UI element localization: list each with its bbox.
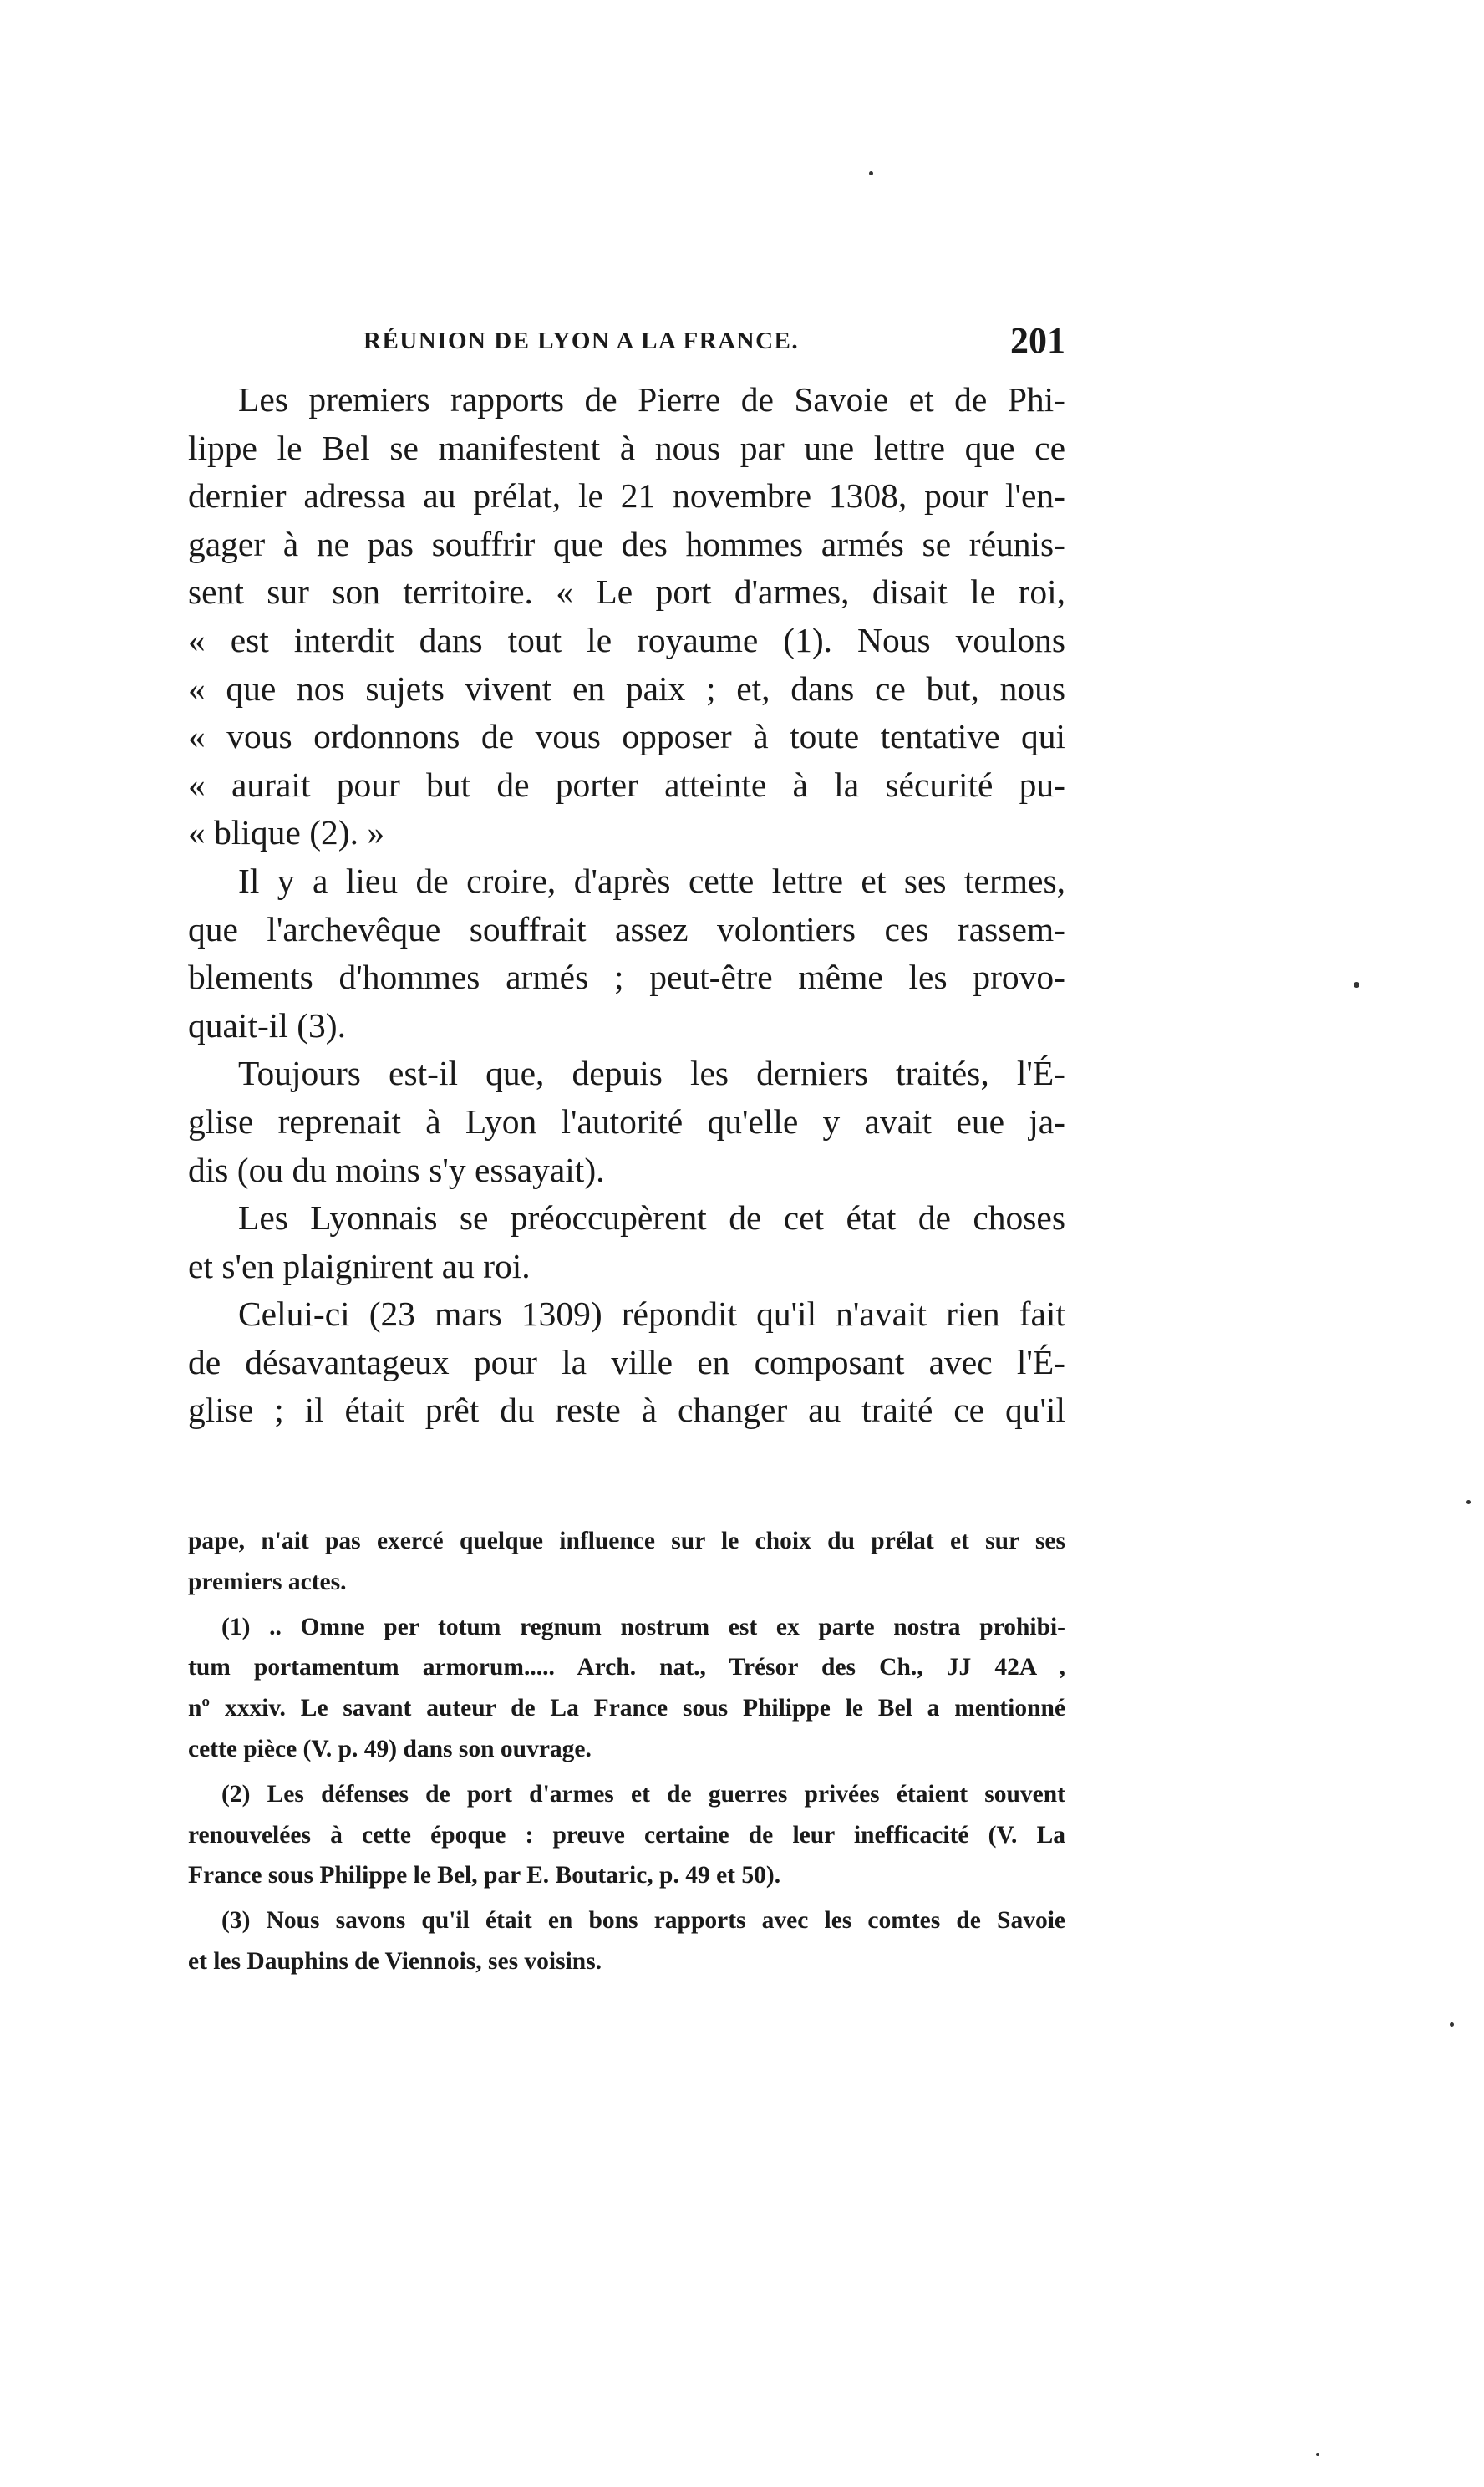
body-line: lippe le Bel se manifestent à nous par une lettre que ce <box>188 428 1065 467</box>
footnote-line: (2) Les défenses de port d'armes et de guerres privées étaient souvent <box>221 1780 1065 1808</box>
body-line: Les Lyonnais se préoccupèrent de cet état de choses <box>238 1198 1065 1238</box>
scan-speck <box>1450 2022 1454 2027</box>
body-line: blements d'hommes armés ; peut-être même les provo- <box>188 958 1065 997</box>
footnote-line: renouvelées à cette époque : preuve certaine de leur inefficacité (V. La <box>188 1821 1065 1849</box>
body-line: « vous ordonnons de vous opposer à toute tentative qui <box>188 717 1065 756</box>
footnote-line: pape, n'ait pas exercé quelque influence sur le choix du prélat et sur ses <box>188 1528 1065 1554</box>
page-number: 201 <box>1010 320 1065 361</box>
footnote-line: et les Dauphins de Viennois, ses voisins. <box>188 1947 602 1975</box>
body-line: « que nos sujets vivent en paix ; et, dans ce but, nous <box>188 669 1065 708</box>
footnotes <box>188 1521 1065 1982</box>
body-line: glise reprenait à Lyon l'autorité qu'elle y avait eue ja- <box>188 1101 1065 1141</box>
body-text <box>188 376 1065 1435</box>
footnote-line: (1) .. Omne per totum regnum nostrum est ex parte nostra prohibi- <box>221 1613 1065 1640</box>
body-line: Toujours est-il que, depuis les derniers traités, l'É- <box>238 1054 1065 1093</box>
body-line: sent sur son territoire. « Le port d'armes, disait le roi, <box>188 572 1065 612</box>
scan-speck <box>1466 1500 1471 1504</box>
footnote-line: (3) Nous savons qu'il était en bons rapports avec les comtes de Savoie <box>221 1907 1065 1935</box>
body-line: « est interdit dans tout le royaume (1). Nous voulons <box>188 620 1065 659</box>
body-line: « aurait pour but de porter atteinte à la sécurité pu- <box>188 765 1065 804</box>
body-line: dis (ou du moins s'y essayait). <box>188 1150 605 1189</box>
body-line: et s'en plaignirent au roi. <box>188 1246 531 1285</box>
running-header <box>188 320 1065 364</box>
body-line: quait-il (3). <box>188 1005 346 1045</box>
running-title: RÉUNION DE LYON A LA FRANCE. <box>363 328 800 354</box>
body-line: glise ; il était prêt du reste à changer au traité ce qu'il <box>188 1391 1065 1430</box>
body-line: dernier adressa au prélat, le 21 novembre 1308, pour l'en- <box>188 476 1065 516</box>
footnote-line: nº xxxiv. Le savant auteur de La France sous Philippe le Bel a mentionné <box>188 1695 1065 1722</box>
footnote-line: premiers actes. <box>188 1568 347 1595</box>
body-line: Il y a lieu de croire, d'après cette lettre et ses termes, <box>238 861 1065 900</box>
body-line: « blique (2). » <box>188 813 385 852</box>
footnote-line: France sous Philippe le Bel, par E. Boutaric, p. 49 et 50). <box>188 1862 781 1889</box>
footnote-line: cette pièce (V. p. 49) dans son ouvrage. <box>188 1735 592 1762</box>
footnote-line: tum portamentum armorum..... Arch. nat., Trésor des Ch., JJ 42A , <box>188 1654 1065 1681</box>
body-line: Les premiers rapports de Pierre de Savoie et de Phi- <box>238 380 1065 419</box>
scan-speck <box>1354 982 1359 988</box>
scan-speck <box>869 171 873 175</box>
body-line: que l'archevêque souffrait assez volontiers ces rassem- <box>188 909 1065 949</box>
body-line: Celui-ci (23 mars 1309) répondit qu'il n'avait rien fait <box>238 1294 1065 1334</box>
scan-speck <box>1316 2453 1319 2456</box>
body-line: de désavantageux pour la ville en composant avec l'É- <box>188 1342 1065 1381</box>
body-line: gager à ne pas souffrir que des hommes armés se réunis- <box>188 524 1065 563</box>
